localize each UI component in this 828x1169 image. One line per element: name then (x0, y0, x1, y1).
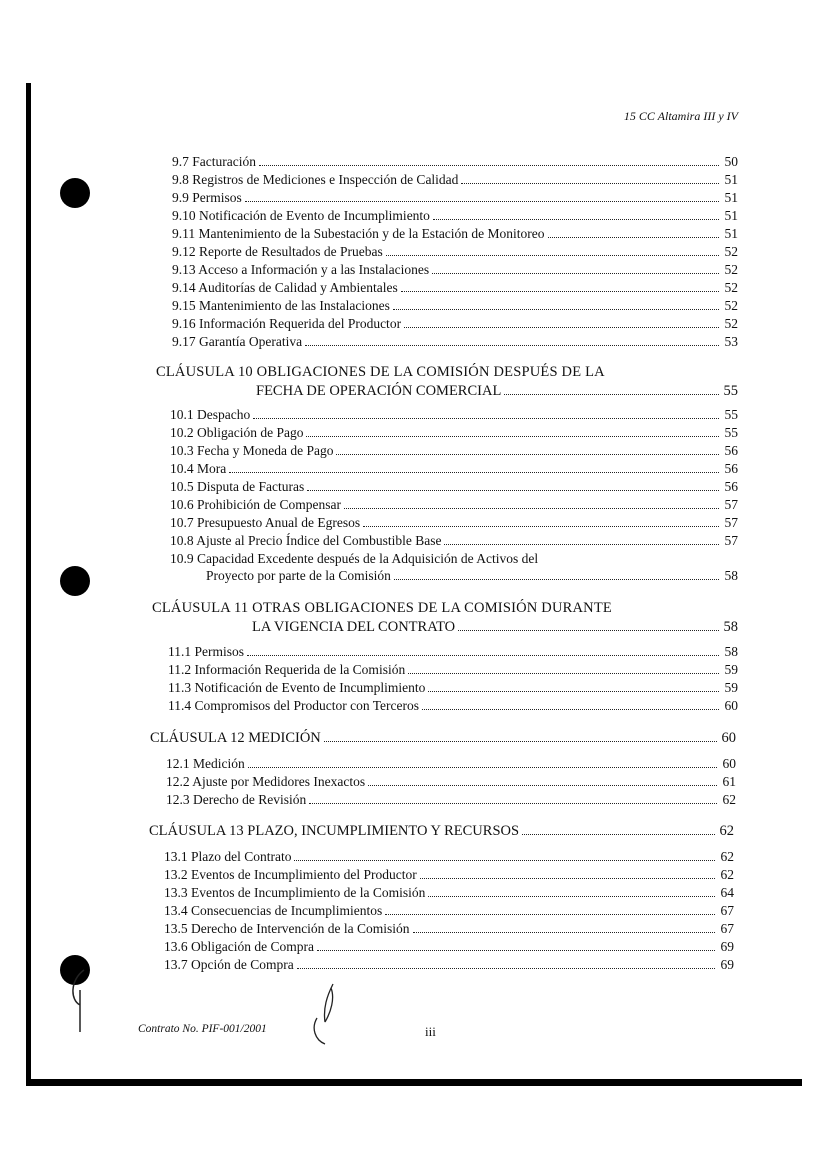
toc-entry[interactable]: 13.7 Opción de Compra 69 (164, 957, 734, 972)
footer-page-number: iii (425, 1024, 436, 1039)
toc-entry[interactable]: 10.9 Capacidad Excedente después de la Adquisición de Activos del (170, 551, 539, 566)
scan-bottom-border (26, 1079, 802, 1086)
clause-12-title[interactable]: CLÁUSULA 12 MEDICIÓN 60 (150, 730, 736, 746)
toc-entry[interactable]: 9.13 Acceso a Información y a las Instalaciones 52 (172, 262, 738, 277)
toc-entry[interactable]: 9.9 Permisos 51 (172, 190, 738, 205)
punch-hole (60, 178, 90, 208)
toc-entry[interactable]: 9.14 Auditorías de Calidad y Ambientales 52 (172, 280, 738, 295)
toc-entry[interactable]: 13.4 Consecuencias de Incumplimientos 67 (164, 903, 734, 918)
toc-entry[interactable]: 11.2 Información Requerida de la Comisión 59 (168, 662, 738, 677)
header-reference: 15 CC Altamira III y IV (623, 109, 738, 123)
clause-11-title-cont[interactable]: LA VIGENCIA DEL CONTRATO 58 (252, 619, 738, 635)
toc-entry[interactable]: 13.6 Obligación de Compra 69 (164, 939, 734, 954)
toc-entry[interactable]: 10.7 Presupuesto Anual de Egresos 57 (170, 515, 738, 530)
toc-entry[interactable]: 13.2 Eventos de Incumplimiento del Productor 62 (164, 867, 734, 882)
toc-entry[interactable]: 9.10 Notificación de Evento de Incumplimiento 51 (172, 208, 738, 223)
toc-entry[interactable]: 10.3 Fecha y Moneda de Pago 56 (170, 443, 738, 458)
toc-entry[interactable]: 10.1 Despacho 55 (170, 407, 738, 422)
clause-10-title-cont[interactable]: FECHA DE OPERACIÓN COMERCIAL 55 (256, 383, 738, 399)
toc-entry[interactable]: 9.8 Registros de Mediciones e Inspección de Calidad 51 (172, 172, 738, 187)
toc-entry[interactable]: 10.5 Disputa de Facturas 56 (170, 479, 738, 494)
toc-entry[interactable]: 9.11 Mantenimiento de la Subestación y de la Estación de Monitoreo 51 (172, 226, 738, 241)
toc-entry[interactable]: 9.12 Reporte de Resultados de Pruebas 52 (172, 244, 738, 259)
toc-entry[interactable]: 11.1 Permisos 58 (168, 644, 738, 659)
toc-entry[interactable]: 10.6 Prohibición de Compensar 57 (170, 497, 738, 512)
toc-entry[interactable]: 10.2 Obligación de Pago 55 (170, 425, 738, 440)
punch-hole (60, 566, 90, 596)
clause-13-title[interactable]: CLÁUSULA 13 PLAZO, INCUMPLIMIENTO Y RECURSOS 62 (149, 823, 734, 839)
footer-contract-number: Contrato No. PIF-001/2001 (138, 1023, 267, 1035)
toc-entry[interactable]: 12.3 Derecho de Revisión 62 (166, 792, 736, 807)
scan-left-border (26, 83, 31, 1083)
toc-entry[interactable]: 12.2 Ajuste por Medidores Inexactos 61 (166, 774, 736, 789)
toc-entry-cont[interactable]: Proyecto por parte de la Comisión 58 (206, 568, 738, 583)
toc-entry[interactable]: 9.17 Garantía Operativa 53 (172, 334, 738, 349)
toc-entry[interactable]: 9.16 Información Requerida del Productor 52 (172, 316, 738, 331)
toc-entry[interactable]: 11.3 Notificación de Evento de Incumplimiento 59 (168, 680, 738, 695)
toc-entry[interactable]: 11.4 Compromisos del Productor con Terceros 60 (168, 698, 738, 713)
toc-entry[interactable]: 10.8 Ajuste al Precio Índice del Combustible Base 57 (170, 533, 738, 548)
toc-entry[interactable]: 9.15 Mantenimiento de las Instalaciones 52 (172, 298, 738, 313)
toc-entry[interactable]: 13.5 Derecho de Intervención de la Comisión 67 (164, 921, 734, 936)
clause-11-title[interactable]: CLÁUSULA 11 OTRAS OBLIGACIONES DE LA COMISIÓN DURANTE (152, 600, 612, 616)
toc-entry[interactable]: 9.7 Facturación 50 (172, 154, 738, 169)
handwritten-signature (305, 978, 350, 1048)
toc-entry[interactable]: 13.3 Eventos de Incumplimiento de la Comisión 64 (164, 885, 734, 900)
handwritten-initial-mark (62, 960, 102, 1040)
toc-entry[interactable]: 12.1 Medición 60 (166, 756, 736, 771)
clause-10-title[interactable]: CLÁUSULA 10 OBLIGACIONES DE LA COMISIÓN DESPUÉS DE LA (156, 364, 605, 380)
toc-entry[interactable]: 10.4 Mora 56 (170, 461, 738, 476)
toc-entry[interactable]: 13.1 Plazo del Contrato 62 (164, 849, 734, 864)
